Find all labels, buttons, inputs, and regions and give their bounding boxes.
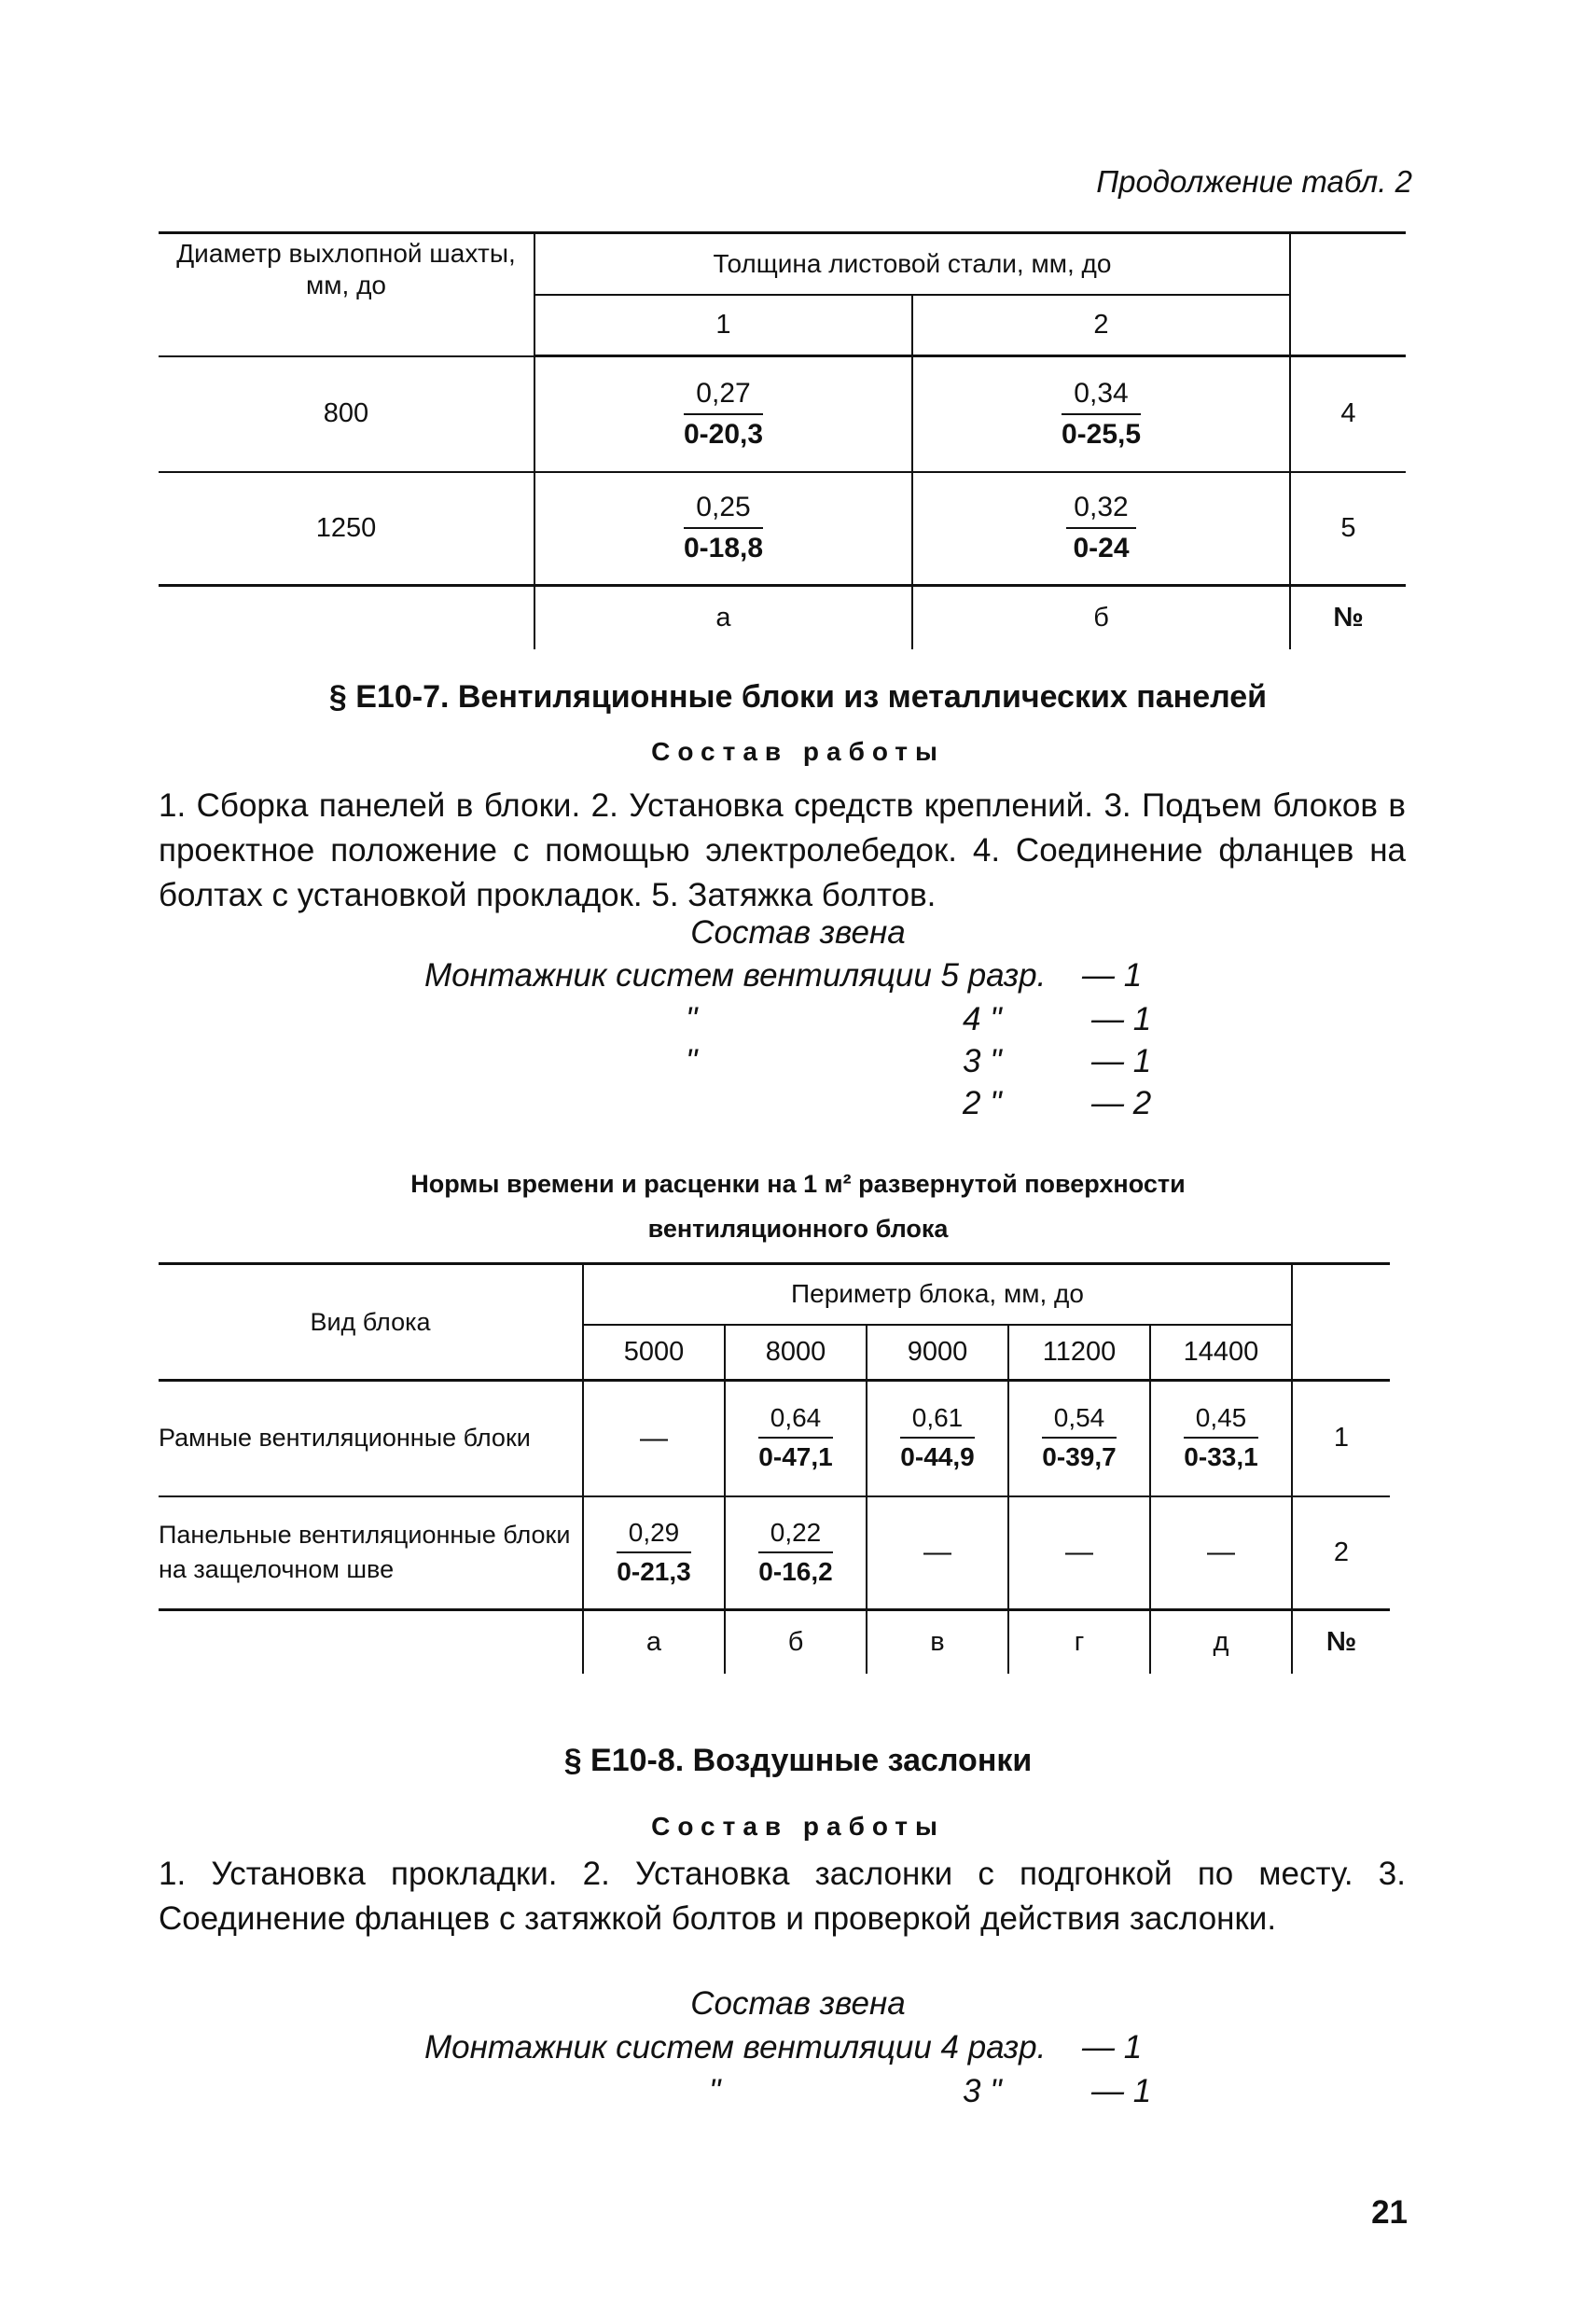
footer-label: б <box>725 1610 867 1674</box>
crew-line: Монтажник систем вентиляции 4 разр. <box>424 2029 1047 2066</box>
subheader-perimeter: 9000 <box>867 1325 1008 1381</box>
work-label: Состав работы <box>651 737 945 766</box>
subheader-perimeter: 11200 <box>1008 1325 1150 1381</box>
cell-dash: — <box>867 1496 1008 1610</box>
crew-count: — 1 <box>1082 2029 1143 2066</box>
subheader-perimeter: 14400 <box>1150 1325 1292 1381</box>
ditto-mark: " <box>686 1001 698 1037</box>
subheader-perimeter: 8000 <box>725 1325 867 1381</box>
footer-label: а <box>583 1610 725 1674</box>
row-number: 1 <box>1292 1381 1390 1496</box>
subheader-2: 2 <box>912 295 1290 356</box>
work-label: Состав работы <box>651 1812 945 1841</box>
footer-label: № <box>1292 1610 1390 1674</box>
header-blank <box>1292 1264 1390 1381</box>
header-block-type: Вид блока <box>159 1264 583 1381</box>
row-number: 4 <box>1290 356 1406 472</box>
crew-grade: 2 " <box>963 1085 1002 1121</box>
block-norms-table <box>159 1262 1390 1674</box>
page-number: 21 <box>1371 2194 1408 2231</box>
norms-title: вентиляционного блока <box>647 1215 949 1243</box>
footer-blank <box>159 586 534 649</box>
footer-label: а <box>534 586 912 649</box>
cell-rate: $\frac{0,22}{0-16,2}$ <box>725 1496 867 1610</box>
footer-label: в <box>867 1610 1008 1674</box>
section-title: § Е10-8. Воздушные заслонки <box>563 1743 1033 1778</box>
steel-thickness-table <box>159 231 1406 649</box>
crew-count: — 2 <box>1091 1085 1152 1121</box>
crew-grade: 3 " <box>963 2073 1002 2109</box>
row-block-type: Панельные вентиляционные блоки на защелочном шве <box>159 1496 583 1610</box>
ditto-mark: " <box>686 1043 698 1079</box>
section-title: § Е10-7. Вентиляционные блоки из металлических панелей <box>328 679 1268 715</box>
header-perimeter: Периметр блока, мм, до <box>583 1264 1292 1325</box>
row-diameter: 1250 <box>159 472 534 586</box>
norms-title: Нормы времени и расценки на 1 м² развернутой поверхности <box>410 1170 1186 1198</box>
crew-line: Монтажник систем вентиляции 5 разр. <box>424 957 1047 994</box>
footer-blank <box>159 1610 583 1674</box>
work-text: 1. Установка прокладки. 2. Установка заслонки с подгонкой по месту. 3. Соединение фланцев с затяжкой болтов и проверкой действия заслонки. <box>159 1856 1406 1937</box>
row-number: 5 <box>1290 472 1406 586</box>
cell-rate: $\frac{0,34}{0-25,5}$ <box>912 356 1290 472</box>
footer-label: б <box>912 586 1290 649</box>
cell-dash: — <box>1008 1496 1150 1610</box>
crew-label: Состав звена <box>690 914 906 951</box>
crew-grade: 4 " <box>963 1001 1002 1037</box>
cell-rate: $\frac{0,61}{0-44,9}$ <box>867 1381 1008 1496</box>
row-block-type: Рамные вентиляционные блоки <box>159 1381 583 1496</box>
subheader-1: 1 <box>534 295 912 356</box>
crew-label: Состав звена <box>690 1985 906 2022</box>
work-text: 1. Сборка панелей в блоки. 2. Установка средств креплений. 3. Подъем блоков в проектное положение с помощью электролебедок. 4. Соединение фланцев на болтах с установкой прокладок. 5. Затяжка болтов. <box>159 787 1406 913</box>
cell-rate: $\frac{0,29}{0-21,3}$ <box>583 1496 725 1610</box>
cell-rate: $\frac{0,45}{0-33,1}$ <box>1150 1381 1292 1496</box>
ditto-mark: " <box>709 2073 721 2109</box>
cell-dash: — <box>583 1381 725 1496</box>
row-number: 2 <box>1292 1496 1390 1610</box>
row-diameter: 800 <box>159 356 534 472</box>
cell-rate: $\frac{0,54}{0-39,7}$ <box>1008 1381 1150 1496</box>
crew-count: — 1 <box>1091 2073 1152 2109</box>
table-caption: Продолжение табл. 2 <box>1096 164 1412 199</box>
crew-count: — 1 <box>1091 1001 1152 1037</box>
header-diameter: Диаметр выхлопной шахты, мм, до <box>159 233 534 356</box>
footer-label: г <box>1008 1610 1150 1674</box>
header-blank <box>1290 233 1406 356</box>
footer-label: № <box>1290 586 1406 649</box>
subheader-perimeter: 5000 <box>583 1325 725 1381</box>
cell-rate: $\frac{0,25}{0-18,8}$ <box>534 472 912 586</box>
header-thickness: Толщина листовой стали, мм, до <box>534 233 1290 295</box>
cell-rate: $\frac{0,27}{0-20,3}$ <box>534 356 912 472</box>
crew-count: — 1 <box>1091 1043 1152 1079</box>
crew-count: — 1 <box>1082 957 1143 994</box>
cell-rate: $\frac{0,64}{0-47,1}$ <box>725 1381 867 1496</box>
cell-dash: — <box>1150 1496 1292 1610</box>
cell-rate: $\frac{0,32}{0-24}$ <box>912 472 1290 586</box>
footer-label: д <box>1150 1610 1292 1674</box>
crew-grade: 3 " <box>963 1043 1002 1079</box>
